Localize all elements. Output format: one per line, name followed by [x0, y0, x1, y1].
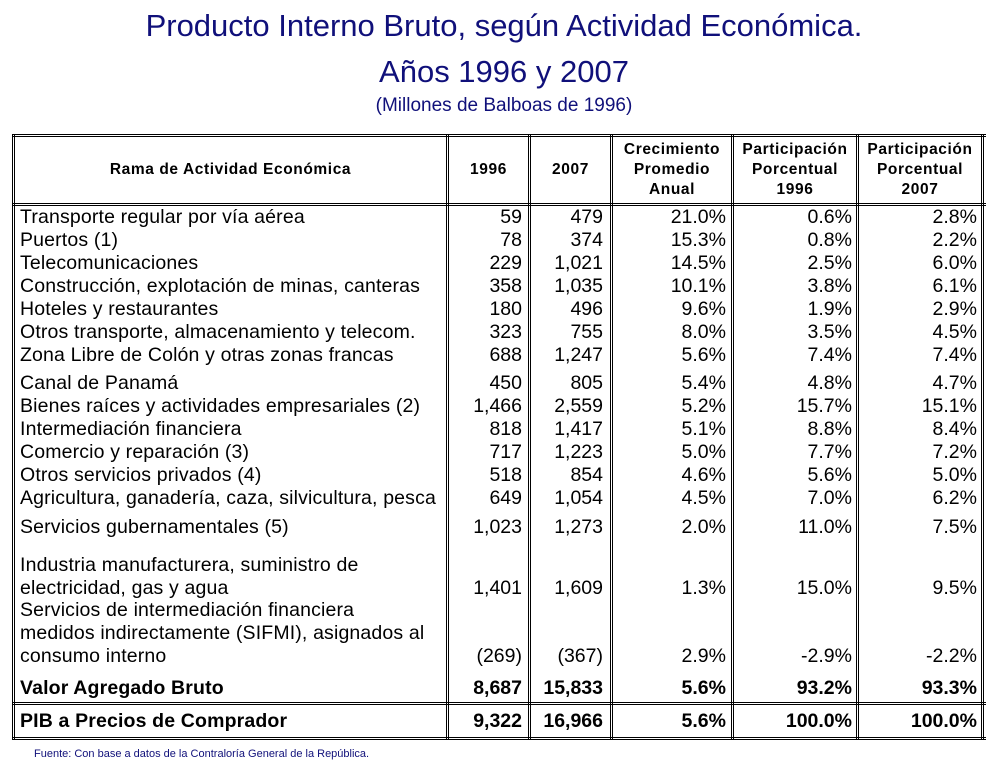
- share-1996: 5.6%: [807, 464, 852, 486]
- value-1996: 518: [489, 464, 522, 486]
- row-name: Hoteles y restaurantes: [20, 298, 219, 320]
- share-2007: 6.2%: [932, 487, 977, 509]
- row-name: Agricultura, ganadería, caza, silvicultura, pesca: [20, 487, 436, 509]
- row-name: consumo interno: [20, 645, 167, 667]
- share-2007: 15.1%: [921, 395, 977, 417]
- growth-rate: 14.5%: [670, 252, 726, 274]
- share-2007: 93.3%: [921, 677, 977, 699]
- row-name: Puertos (1): [20, 229, 119, 251]
- row-name: Bienes raíces y actividades empresariales (2): [20, 395, 421, 417]
- share-1996: 4.8%: [807, 372, 852, 394]
- table-border-left: [12, 134, 15, 740]
- growth-rate: 5.4%: [681, 372, 726, 394]
- value-2007: (367): [557, 645, 603, 667]
- share-2007: 4.5%: [932, 321, 977, 343]
- row-name: electricidad, gas y agua: [20, 577, 229, 599]
- growth-rate: 21.0%: [670, 206, 726, 228]
- header-participacion-1996: Participación Porcentual 1996: [742, 141, 848, 198]
- growth-rate: 4.6%: [681, 464, 726, 486]
- share-2007: 9.5%: [932, 577, 977, 599]
- share-1996: 7.0%: [807, 487, 852, 509]
- growth-rate: 5.6%: [681, 710, 726, 732]
- growth-rate: 2.0%: [681, 516, 726, 538]
- row-name: Industria manufacturera, suministro de: [20, 554, 359, 576]
- share-2007: 7.5%: [932, 516, 977, 538]
- row-name: Comercio y reparación (3): [20, 441, 250, 463]
- share-1996: 93.2%: [796, 677, 852, 699]
- header-crecimiento: Crecimiento Promedio Anual: [623, 141, 721, 198]
- row-name: Intermediación financiera: [20, 418, 242, 440]
- share-1996: -2.9%: [801, 645, 852, 667]
- share-2007: 100.0%: [910, 710, 977, 732]
- value-2007: 374: [570, 229, 603, 251]
- header-rama: Rama de Actividad Económica: [109, 161, 352, 178]
- value-1996: 717: [489, 441, 522, 463]
- value-1996: 78: [500, 229, 522, 251]
- growth-rate: 5.1%: [681, 418, 726, 440]
- gdp-table: [12, 134, 986, 740]
- value-2007: 1,223: [554, 441, 603, 463]
- growth-rate: 15.3%: [670, 229, 726, 251]
- header-participacion-2007: Participación Porcentual 2007: [867, 141, 973, 198]
- share-2007: 7.4%: [932, 344, 977, 366]
- value-2007: 2,559: [554, 395, 603, 417]
- value-2007: 854: [570, 464, 603, 486]
- page-subtitle-years: Años 1996 y 2007: [379, 54, 629, 89]
- page-subtitle-units: (Millones de Balboas de 1996): [375, 95, 633, 116]
- growth-rate: 5.6%: [681, 344, 726, 366]
- table-border-bottom: [12, 737, 986, 740]
- row-name: Construcción, explotación de minas, canteras: [20, 275, 421, 297]
- row-name: Valor Agregado Bruto: [20, 677, 224, 699]
- value-1996: 450: [489, 372, 522, 394]
- row-name: Servicios gubernamentales (5): [20, 516, 289, 538]
- value-1996: 180: [489, 298, 522, 320]
- row-name: Otros servicios privados (4): [20, 464, 262, 486]
- share-2007: -2.2%: [926, 645, 977, 667]
- value-1996: 818: [489, 418, 522, 440]
- row-name: medidos indirectamente (SIFMI), asignados al: [20, 622, 425, 644]
- value-1996: (269): [476, 645, 522, 667]
- value-2007: 1,609: [554, 577, 603, 599]
- value-2007: 16,966: [543, 710, 603, 732]
- row-name: Canal de Panamá: [20, 372, 179, 394]
- growth-rate: 5.6%: [681, 677, 726, 699]
- growth-rate: 5.2%: [681, 395, 726, 417]
- value-1996: 59: [500, 206, 522, 228]
- growth-rate: 4.5%: [681, 487, 726, 509]
- share-1996: 2.5%: [807, 252, 852, 274]
- value-1996: 1,401: [473, 577, 522, 599]
- share-1996: 100.0%: [785, 710, 852, 732]
- source-note: Fuente: Con base a datos de la Contraloría General de la República.: [34, 748, 370, 760]
- share-1996: 0.6%: [807, 206, 852, 228]
- share-1996: 1.9%: [807, 298, 852, 320]
- value-2007: 1,417: [554, 418, 603, 440]
- share-2007: 8.4%: [932, 418, 977, 440]
- value-2007: 15,833: [543, 677, 603, 699]
- share-2007: 2.2%: [932, 229, 977, 251]
- share-2007: 6.1%: [932, 275, 977, 297]
- share-2007: 6.0%: [932, 252, 977, 274]
- growth-rate: 9.6%: [681, 298, 726, 320]
- row-name: PIB a Precios de Comprador: [20, 710, 288, 732]
- value-1996: 323: [489, 321, 522, 343]
- share-2007: 2.9%: [932, 298, 977, 320]
- share-1996: 15.0%: [796, 577, 852, 599]
- share-1996: 7.4%: [807, 344, 852, 366]
- value-1996: 358: [489, 275, 522, 297]
- share-2007: 7.2%: [932, 441, 977, 463]
- growth-rate: 1.3%: [681, 577, 726, 599]
- row-name: Otros transporte, almacenamiento y telecom.: [20, 321, 416, 343]
- row-name: Telecomunicaciones: [20, 252, 199, 274]
- share-1996: 0.8%: [807, 229, 852, 251]
- growth-rate: 5.0%: [681, 441, 726, 463]
- value-1996: 9,322: [473, 710, 522, 732]
- table-border-right: [981, 134, 984, 740]
- value-2007: 1,035: [554, 275, 603, 297]
- value-2007: 1,273: [554, 516, 603, 538]
- value-1996: 229: [489, 252, 522, 274]
- share-2007: 4.7%: [932, 372, 977, 394]
- header-2007: 2007: [552, 161, 589, 178]
- page-title: Producto Interno Bruto, según Actividad Económica.: [145, 8, 863, 43]
- value-2007: 755: [570, 321, 603, 343]
- value-2007: 1,247: [554, 344, 603, 366]
- value-1996: 8,687: [473, 677, 522, 699]
- value-2007: 496: [570, 298, 603, 320]
- value-1996: 649: [489, 487, 522, 509]
- value-2007: 805: [570, 372, 603, 394]
- value-1996: 1,023: [473, 516, 522, 538]
- value-1996: 1,466: [473, 395, 522, 417]
- total-divider: [12, 702, 986, 705]
- row-name: Servicios de intermediación financiera: [20, 599, 355, 621]
- share-1996: 15.7%: [796, 395, 852, 417]
- share-1996: 3.5%: [807, 321, 852, 343]
- share-1996: 8.8%: [807, 418, 852, 440]
- growth-rate: 2.9%: [681, 645, 726, 667]
- share-2007: 2.8%: [932, 206, 977, 228]
- value-2007: 1,054: [554, 487, 603, 509]
- share-2007: 5.0%: [932, 464, 977, 486]
- header-1996: 1996: [470, 161, 507, 178]
- value-1996: 688: [489, 344, 522, 366]
- share-1996: 7.7%: [807, 441, 852, 463]
- row-name: Transporte regular por vía aérea: [20, 206, 305, 228]
- row-name: Zona Libre de Colón y otras zonas francas: [20, 344, 394, 366]
- share-1996: 3.8%: [807, 275, 852, 297]
- value-2007: 1,021: [554, 252, 603, 274]
- growth-rate: 8.0%: [681, 321, 726, 343]
- value-2007: 479: [570, 206, 603, 228]
- growth-rate: 10.1%: [670, 275, 726, 297]
- share-1996: 11.0%: [798, 516, 852, 538]
